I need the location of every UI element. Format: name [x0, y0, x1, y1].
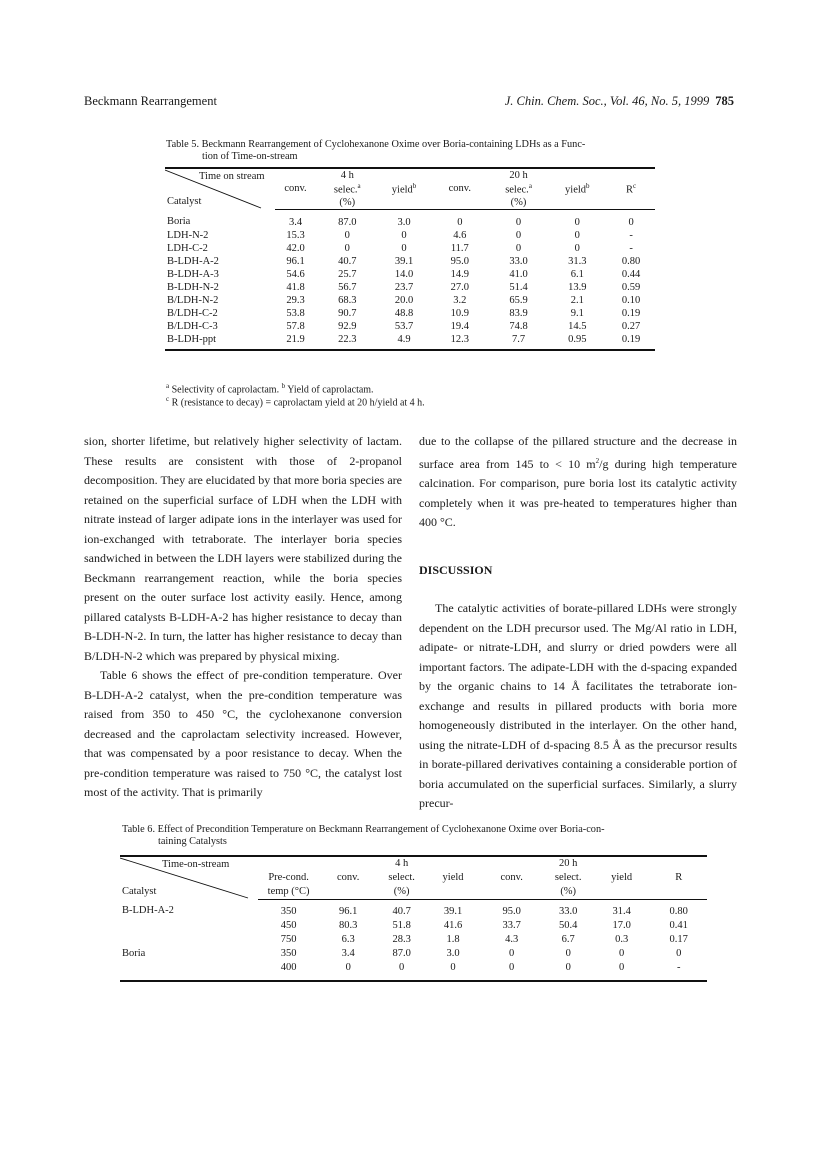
value-cell: 0.17 — [669, 933, 688, 945]
value-cell: 92.9 — [338, 320, 357, 332]
col-pct: (%) — [377, 885, 426, 899]
table-row — [120, 961, 707, 981]
value-cell: 3.2 — [453, 294, 467, 306]
section-heading-discussion: DISCUSSION — [419, 562, 493, 577]
value-cell: 0.41 — [669, 919, 688, 931]
value-cell: - — [676, 961, 681, 973]
catalyst-cell: B/LDH-N-2 — [167, 294, 219, 306]
value-cell: 1.8 — [446, 933, 460, 945]
value-cell: 0.44 — [621, 268, 641, 280]
col-r-label: R — [626, 184, 634, 196]
value-cell: 53.8 — [286, 307, 305, 319]
catalyst-cell: Boria — [167, 216, 191, 228]
value-cell: 40.7 — [392, 905, 411, 917]
value-cell: 0 — [515, 242, 522, 254]
value-cell: 25.7 — [338, 268, 357, 280]
table-row — [165, 209, 655, 229]
value-cell: 95.0 — [450, 255, 469, 267]
table6-corner-header — [120, 856, 258, 899]
col-yield-label: yield — [391, 184, 413, 196]
table5-group-20h: 20 h — [509, 169, 528, 181]
sup-c: c — [166, 395, 170, 403]
table-row — [165, 242, 655, 255]
value-cell: 29.3 — [286, 294, 305, 306]
table-row — [165, 229, 655, 242]
value-cell: 40.7 — [338, 255, 357, 267]
text-run: due to the collapse of the pillared structure and the decrease in surface area from 145 to < 10 m — [419, 434, 737, 471]
paragraph: sion, shorter lifetime, but relatively higher selectivity of lactam. These results are consistent with those of 2-propanol decomposition. They are elucidated by that more boria species are retained on the superficial surface of LDH when the LDH with nitrate instead of larger adipate ions in the interlayer was used for ion-exchanged with tetraborate. The interlayer boria species sandwiched in between the LDH layers were stabilized during the Beckmann rearrangement reaction, while the boria species present on the outer surface lost activity easily. Hence, among pillared catalysts B-LDH-A-2 has higher resistance to decay than B-LDH-N-2. In turn, the latter has higher resistance to decay than B/LDH-N-2 which was prepared by physical mixing. — [84, 434, 402, 663]
catalyst-cell: LDH-N-2 — [167, 229, 209, 241]
body-column-left — [84, 432, 402, 803]
table6-caption — [122, 824, 702, 848]
catalyst-cell: B-LDH-A-2 — [122, 905, 174, 917]
corner-bottom-label: Catalyst — [167, 196, 202, 207]
value-cell: 21.9 — [286, 333, 305, 345]
paragraph: Table 6 shows the effect of pre-condition temperature. Over B-LDH-A-2 catalyst, when the pre-condition temperature was raised from 350 to 450 °C, the cyclohexanone conversion decreased and the caprolactam selectivity increased. However, that was compensated by a poor resistance to decay. When the pre-condition temperature was raised to 750 °C, the catalyst lost most of the activity. That is primarily — [84, 668, 402, 799]
running-head-left: Beckmann Rearrangement — [84, 94, 217, 108]
value-cell: 39.1 — [443, 905, 463, 917]
col-select: select. — [388, 872, 415, 884]
value-cell: 0.19 — [621, 307, 641, 319]
value-cell: 0 — [628, 216, 634, 228]
value-cell: 87.0 — [392, 947, 411, 959]
table5-body — [165, 209, 655, 350]
value-cell: 23.7 — [394, 281, 414, 293]
value-cell: 19.4 — [450, 320, 469, 332]
col-selec-label: selec. — [333, 184, 358, 196]
col-conv: conv. — [500, 872, 523, 884]
value-cell: 0 — [565, 947, 571, 959]
value-cell: 39.1 — [394, 255, 414, 267]
value-cell: 0 — [344, 229, 350, 241]
table5-caption-line1: Table 5. Beckmann Rearrangement of Cyclohexanone Oxime over Boria-containing LDHs as a Func- — [166, 139, 586, 150]
value-cell: 0 — [344, 242, 350, 254]
table6-group-20h: 20 h — [559, 858, 578, 870]
running-head-right — [505, 94, 734, 109]
value-cell: 0 — [457, 216, 463, 228]
value-cell: 96.1 — [339, 905, 358, 917]
value-cell: 4.6 — [453, 229, 467, 241]
journal-citation: J. Chin. Chem. Soc., Vol. 46, No. 5, 1999 — [504, 94, 710, 108]
value-cell: 33.0 — [509, 255, 528, 267]
value-cell: 0.59 — [621, 281, 641, 293]
value-cell: 31.4 — [612, 905, 631, 917]
table-row — [165, 333, 655, 350]
value-cell: 15.3 — [286, 229, 305, 241]
catalyst-cell: B-LDH-A-2 — [167, 255, 219, 267]
value-cell: 11.7 — [450, 242, 469, 254]
value-cell: 14.0 — [394, 268, 414, 280]
value-cell: 0.3 — [615, 933, 629, 945]
value-cell: 74.8 — [509, 320, 528, 332]
value-cell: 4.9 — [397, 333, 411, 345]
table5-footnote-2 — [166, 393, 425, 409]
value-cell: 27.0 — [450, 281, 469, 293]
value-cell: 3.4 — [341, 947, 355, 959]
value-cell: 6.1 — [570, 268, 584, 280]
table6-caption-line2: taining Catalysts — [158, 836, 227, 847]
value-cell: 350 — [280, 905, 297, 917]
catalyst-cell: Boria — [122, 947, 146, 959]
col-pct: (%) — [544, 885, 593, 899]
table-row — [165, 320, 655, 333]
col-pct: (%) — [490, 196, 548, 209]
value-cell: 0.80 — [669, 905, 688, 917]
value-cell: 0.27 — [621, 320, 641, 332]
value-cell: 31.3 — [568, 255, 587, 267]
value-cell: 0.10 — [621, 294, 641, 306]
value-cell: 22.3 — [338, 333, 357, 345]
table-row — [165, 255, 655, 268]
value-cell: 20.0 — [394, 294, 414, 306]
page-number: 785 — [715, 94, 734, 108]
table6-caption-line1: Table 6. Effect of Precondition Temperature on Beckmann Rearrangement of Cyclohexanone Oxime over Boria-con- — [122, 824, 605, 835]
paragraph — [419, 432, 737, 533]
value-cell: 0 — [619, 961, 625, 973]
value-cell: 6.3 — [341, 933, 355, 945]
table5-caption — [166, 139, 656, 163]
value-cell: 10.9 — [450, 307, 469, 319]
table5-caption-line2: tion of Time-on-stream — [202, 151, 298, 162]
value-cell: 0 — [509, 947, 515, 959]
table-row — [120, 947, 707, 961]
value-cell: 0 — [574, 242, 580, 254]
catalyst-cell: B-LDH-ppt — [167, 333, 216, 345]
value-cell: 28.3 — [392, 933, 411, 945]
value-cell: 54.6 — [286, 268, 305, 280]
value-cell: 14.5 — [568, 320, 587, 332]
value-cell: 3.0 — [397, 216, 411, 228]
table-row — [165, 294, 655, 307]
value-cell: 14.9 — [450, 268, 469, 280]
col-yield — [378, 181, 430, 196]
table5-group-4h: 4 h — [340, 169, 354, 181]
body-column-right — [419, 432, 737, 814]
value-cell: 3.0 — [446, 947, 460, 959]
value-cell: 83.9 — [509, 307, 528, 319]
sup-b: b — [412, 182, 417, 191]
col-pct: (%) — [316, 196, 378, 209]
value-cell: 17.0 — [612, 919, 631, 931]
col-yield: yield — [442, 872, 464, 884]
table-row — [165, 281, 655, 294]
table5 — [165, 167, 655, 351]
footnote-b-text: Yield of caprolactam. — [285, 384, 374, 396]
catalyst-cell: LDH-C-2 — [167, 242, 208, 254]
corner-top-label: Time-on-stream — [162, 859, 230, 870]
corner-bottom-label: Catalyst — [122, 886, 157, 897]
value-cell: 0 — [509, 961, 515, 973]
sup-b: b — [281, 382, 286, 390]
value-cell: 0.80 — [621, 255, 641, 267]
table6-group-4h: 4 h — [395, 858, 409, 870]
value-cell: 51.4 — [509, 281, 528, 293]
value-cell: 0.95 — [568, 333, 587, 345]
value-cell: 80.3 — [339, 919, 358, 931]
value-cell: 7.7 — [511, 333, 526, 345]
table-row — [120, 899, 707, 919]
value-cell: 0 — [345, 961, 351, 973]
value-cell: 48.8 — [394, 307, 414, 319]
value-cell: 0 — [399, 961, 405, 973]
value-cell: 41.0 — [509, 268, 528, 280]
value-cell: 51.8 — [392, 919, 411, 931]
catalyst-cell: B-LDH-N-2 — [167, 281, 219, 293]
value-cell: 6.7 — [561, 933, 575, 945]
value-cell: - — [629, 229, 633, 241]
footnote-a-text: Selectivity of caprolactam. — [169, 384, 282, 396]
value-cell: 350 — [280, 947, 297, 959]
value-cell: - — [629, 242, 633, 254]
table6 — [120, 855, 707, 982]
col-selec — [316, 181, 378, 196]
col-conv: conv. — [284, 183, 307, 195]
paragraph: The catalytic activities of borate-pillared LDHs were strongly dependent on the LDH precursor used. The Mg/Al ratio in LDH, adipate- or nitrate-LDH, and slurry or dried powders were all important factors. The adipate-LDH with the d-spacing expanded by the organic chains to 14 Å facilitates the tetraborate ion-exchange and results in pillared products with boria more homogeneously distributed in the interlayer. On the other hand, using the nitrate-LDH of d-spacing 8.5 Å as the precursor results in borate-pillared derivatives containing a considerable portion of boria accumulated on the superficial surfaces. Similarly, a slurry precur- — [419, 601, 737, 810]
value-cell: 3.4 — [288, 216, 303, 228]
value-cell: 400 — [280, 961, 297, 973]
value-cell: 68.3 — [338, 294, 357, 306]
table-row — [120, 919, 707, 933]
value-cell: 0 — [401, 242, 407, 254]
catalyst-cell — [120, 933, 258, 947]
value-cell: 0 — [565, 961, 571, 973]
sup-c: c — [633, 182, 637, 191]
col-yield — [547, 181, 607, 196]
table5-corner-header — [165, 168, 275, 209]
catalyst-cell: B-LDH-A-3 — [167, 268, 219, 280]
value-cell: 33.0 — [559, 905, 578, 917]
col-yield: yield — [611, 872, 633, 884]
value-cell: 0 — [574, 216, 580, 228]
value-cell: 2.1 — [570, 294, 584, 306]
value-cell: 0 — [574, 229, 580, 241]
value-cell: 50.4 — [559, 919, 578, 931]
col-conv: conv. — [337, 872, 360, 884]
value-cell: 0 — [515, 216, 522, 228]
corner-top-label: Time on stream — [199, 171, 265, 182]
value-cell: 56.7 — [338, 281, 357, 293]
table-row — [165, 268, 655, 281]
value-cell: 0 — [619, 947, 625, 959]
value-cell: 95.0 — [502, 905, 521, 917]
value-cell: 450 — [280, 919, 297, 931]
catalyst-cell — [120, 919, 258, 933]
value-cell: 0 — [401, 229, 407, 241]
value-cell: 0 — [450, 961, 456, 973]
col-select: select. — [554, 872, 582, 884]
superscript: 2 — [595, 456, 600, 465]
value-cell: 13.9 — [568, 281, 587, 293]
value-cell: 41.8 — [286, 281, 305, 293]
value-cell: 42.0 — [286, 242, 305, 254]
text-run: /g during high temperature calcination. For comparison, pure boria lost its catalytic activity completely when it was pre-heated to temperatures higher than 400 °C. — [419, 456, 737, 529]
table-row — [120, 933, 707, 947]
col-precond-unit: temp (°C) — [258, 885, 320, 899]
catalyst-cell — [120, 961, 258, 981]
col-conv: conv. — [448, 183, 471, 195]
value-cell: 96.1 — [286, 255, 305, 267]
value-cell: 53.7 — [394, 320, 414, 332]
footnote-c-text: R (resistance to decay) = caprolactam yield at 20 h/yield at 4 h. — [169, 397, 425, 409]
value-cell: 33.7 — [502, 919, 521, 931]
value-cell: 750 — [280, 933, 297, 945]
value-cell: 12.3 — [450, 333, 469, 345]
value-cell: 0 — [515, 229, 522, 241]
value-cell: 41.6 — [443, 919, 463, 931]
value-cell: 57.8 — [286, 320, 305, 332]
value-cell: 9.1 — [570, 307, 584, 319]
value-cell: 0.19 — [621, 333, 641, 345]
value-cell: 87.0 — [338, 216, 357, 228]
table-row — [165, 307, 655, 320]
col-selec-label: selec. — [505, 184, 529, 196]
catalyst-cell: B/LDH-C-2 — [167, 307, 218, 319]
col-selec — [490, 181, 548, 196]
value-cell: 0 — [676, 947, 682, 959]
sup-b: b — [586, 182, 590, 191]
sup-a: a — [528, 182, 532, 191]
value-cell: 4.3 — [505, 933, 519, 945]
sup-a: a — [357, 182, 361, 191]
col-yield-label: yield — [565, 184, 587, 196]
value-cell: 90.7 — [338, 307, 357, 319]
table6-body — [120, 899, 707, 981]
sup-a: a — [166, 382, 170, 390]
col-r — [607, 181, 655, 196]
catalyst-cell: B/LDH-C-3 — [167, 320, 218, 332]
value-cell: 65.9 — [509, 294, 528, 306]
col-r: R — [675, 872, 683, 884]
col-precond: Pre-cond. — [268, 872, 309, 884]
